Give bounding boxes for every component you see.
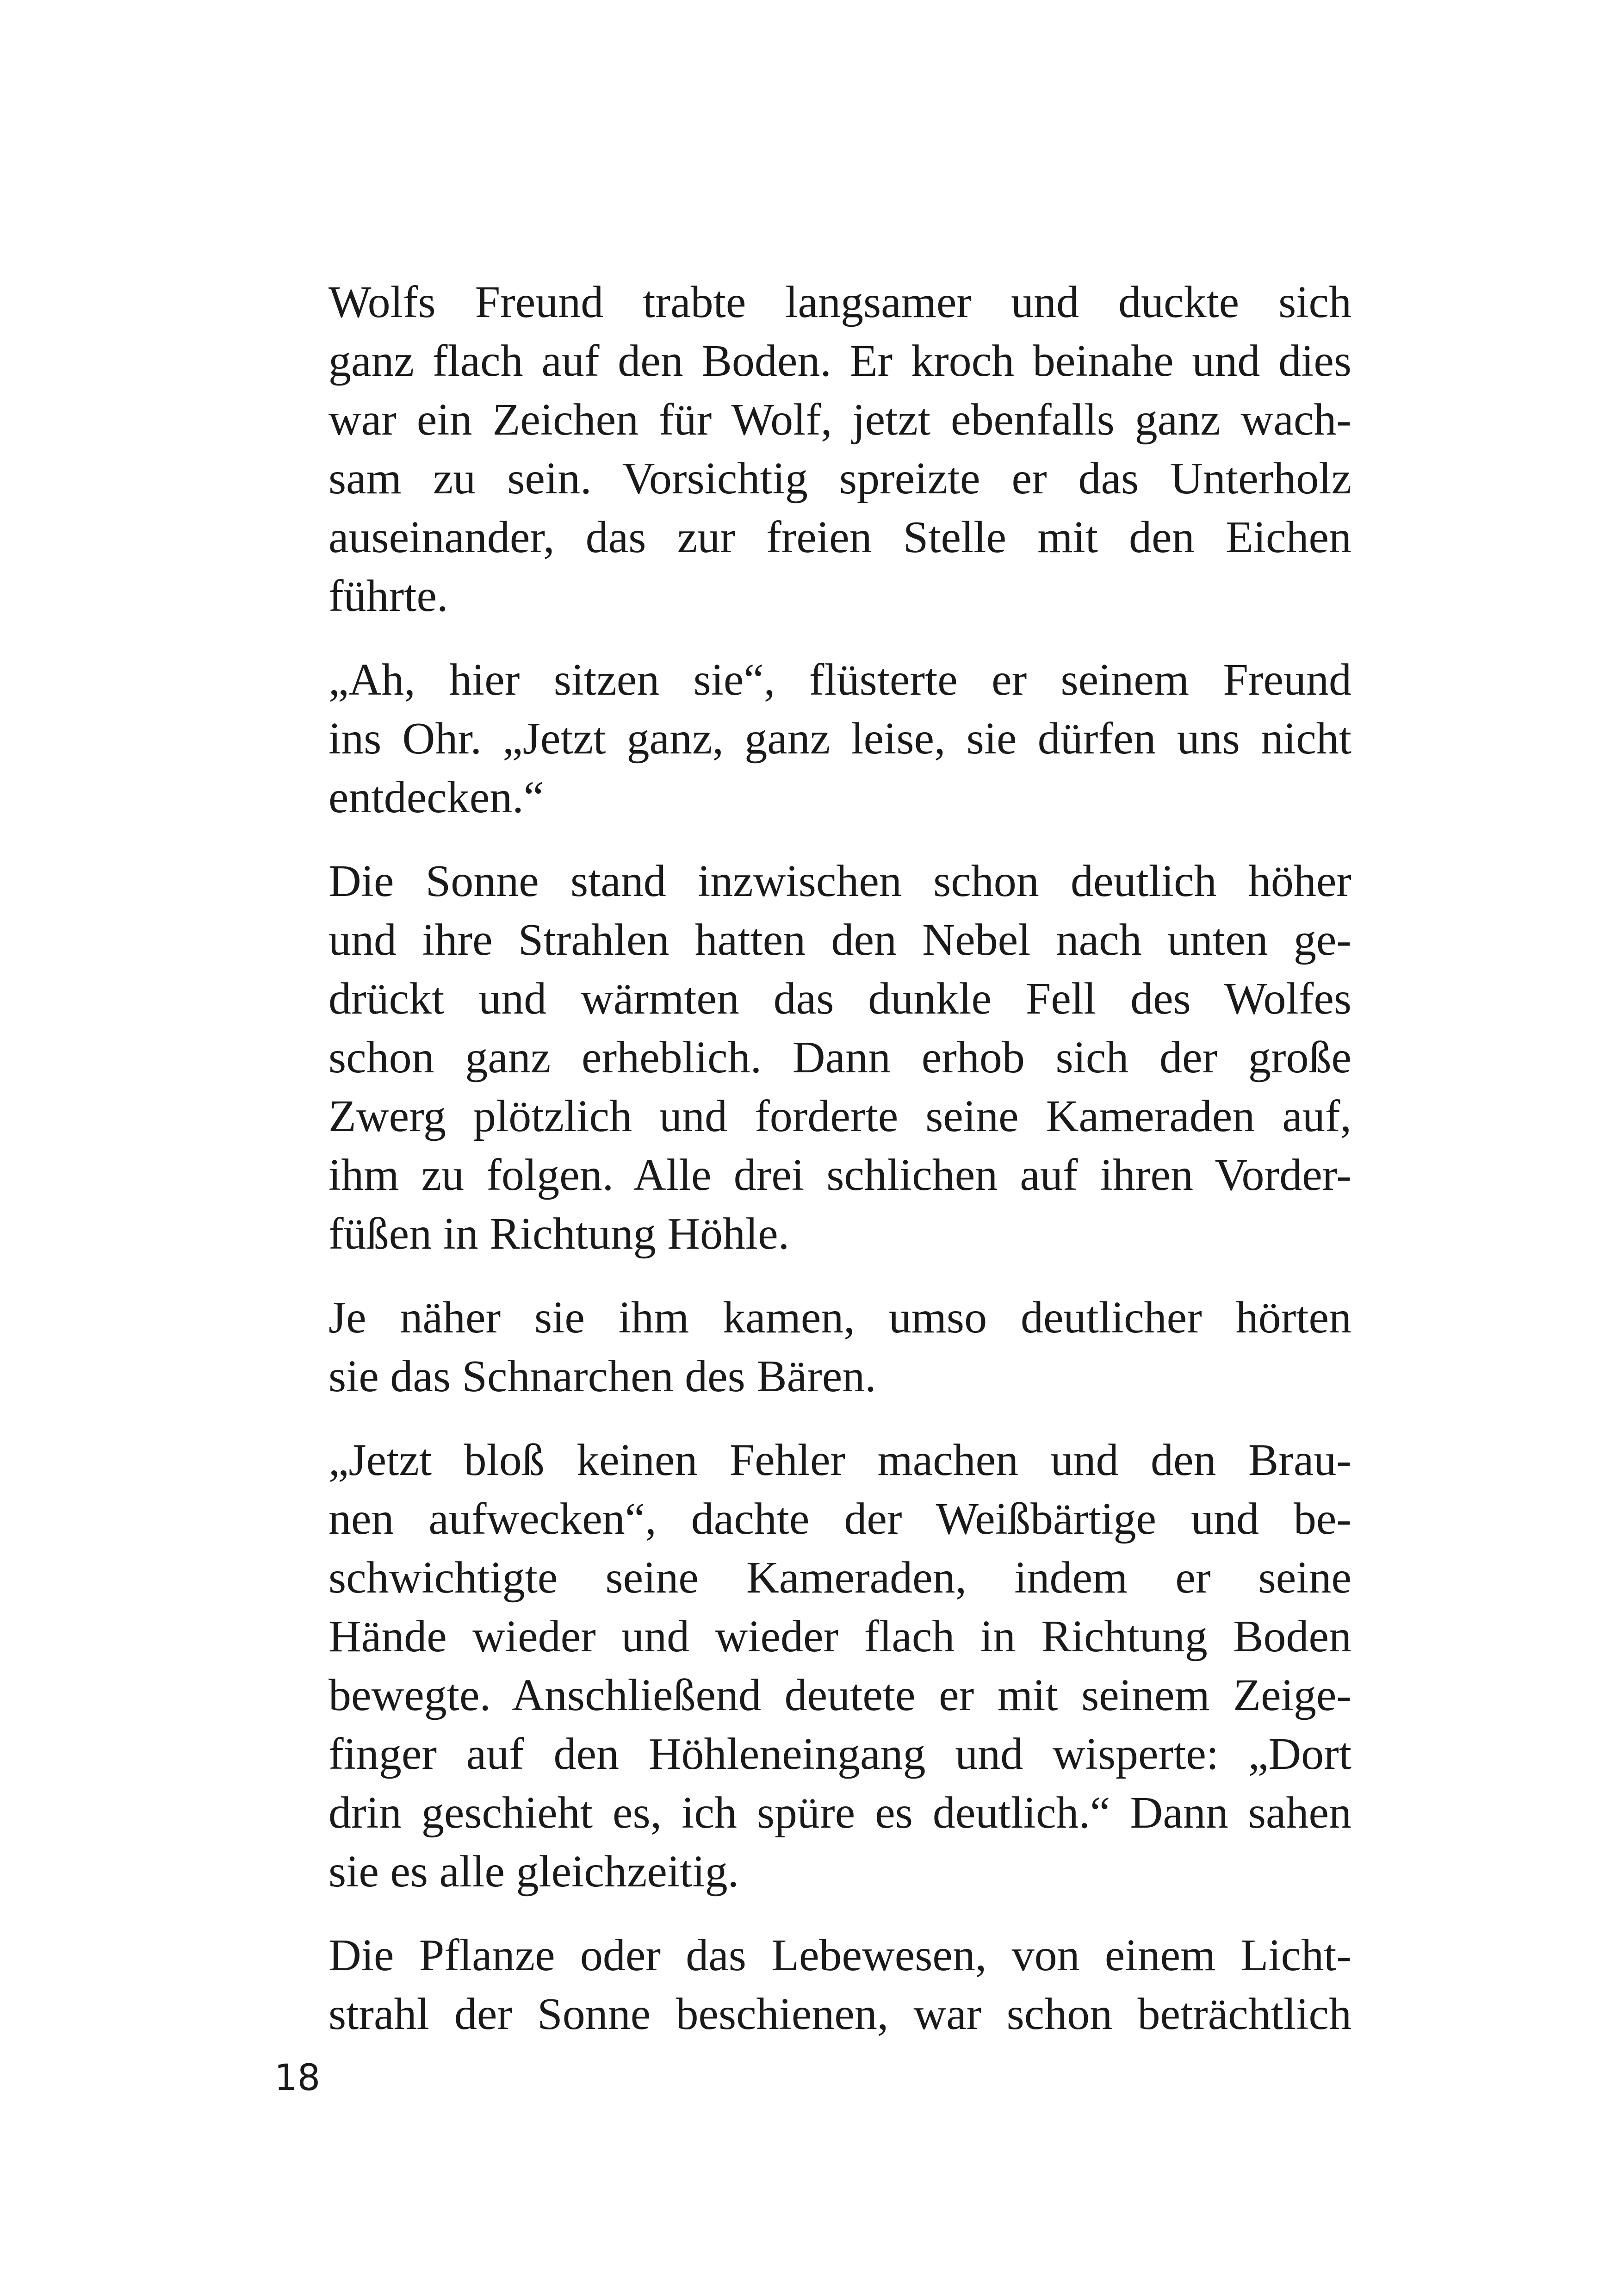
text-line: bewegte. Anschließend deutete er mit seinem Zeige-: [329, 1670, 1351, 1720]
text-line: sie das Schnarchen des Bären.: [329, 1351, 876, 1401]
text-line: ins Ohr. „Jetzt ganz, ganz leise, sie dürfen uns nicht: [329, 714, 1351, 764]
text-line: strahl der Sonne beschienen, war schon beträchtlich: [329, 1989, 1351, 2039]
text-line: „Ah, hier sitzen sie“, flüsterte er seinem Freund: [329, 655, 1351, 705]
text-line: schwichtigte seine Kameraden, indem er seine: [329, 1553, 1351, 1603]
paragraph-3: [274, 852, 1351, 1263]
text-line: Wolfs Freund trabte langsamer und duckte sich: [329, 277, 1351, 327]
text-line: schon ganz erheblich. Dann erhob sich der große: [329, 1033, 1351, 1083]
text-line: füßen in Richtung Höhle.: [329, 1209, 790, 1259]
text-line: war ein Zeichen für Wolf, jetzt ebenfalls ganz wach-: [329, 395, 1351, 445]
text-line: Je näher sie ihm kamen, umso deutlicher hörten: [329, 1293, 1351, 1343]
paragraph-4: [274, 1288, 1351, 1406]
text-line: Zwerg plötzlich und forderte seine Kameraden auf,: [329, 1091, 1351, 1141]
text-line: drin geschieht es, ich spüre es deutlich.“ Dann sahen: [329, 1788, 1351, 1838]
paragraph-2: [274, 651, 1351, 827]
text-line: drückt und wärmten das dunkle Fell des Wolfes: [329, 974, 1351, 1024]
text-line: Die Pflanze oder das Lebewesen, von einem Licht-: [329, 1930, 1351, 1980]
text-line: ihm zu folgen. Alle drei schlichen auf ihren Vorder-: [329, 1150, 1351, 1200]
text-line: nen aufwecken“, dachte der Weißbärtige und be-: [329, 1494, 1351, 1544]
text-line: Die Sonne stand inzwischen schon deutlich höher: [329, 856, 1351, 906]
page-number: 18: [274, 2057, 321, 2099]
text-line: und ihre Strahlen hatten den Nebel nach unten ge-: [329, 915, 1351, 965]
text-line: finger auf den Höhleneingang und wisperte: „Dort: [329, 1729, 1351, 1779]
text-line: ganz flach auf den Boden. Er kroch beinahe und dies: [329, 336, 1351, 386]
body-text: [274, 273, 1351, 2069]
paragraph-5: [274, 1431, 1351, 1901]
paragraph-1: [274, 273, 1351, 626]
text-line: führte.: [329, 571, 448, 621]
text-line: Hände wieder und wieder flach in Richtung Boden: [329, 1612, 1351, 1661]
text-line: entdecken.“: [329, 772, 544, 822]
text-line: „Jetzt bloß keinen Fehler machen und den Brau-: [329, 1435, 1351, 1485]
paragraph-6: [274, 1926, 1351, 2044]
text-line: sie es alle gleichzeitig.: [329, 1847, 739, 1897]
text-line: sam zu sein. Vorsichtig spreizte er das Unterholz: [329, 454, 1351, 504]
text-line: auseinander, das zur freien Stelle mit den Eichen: [329, 512, 1351, 562]
